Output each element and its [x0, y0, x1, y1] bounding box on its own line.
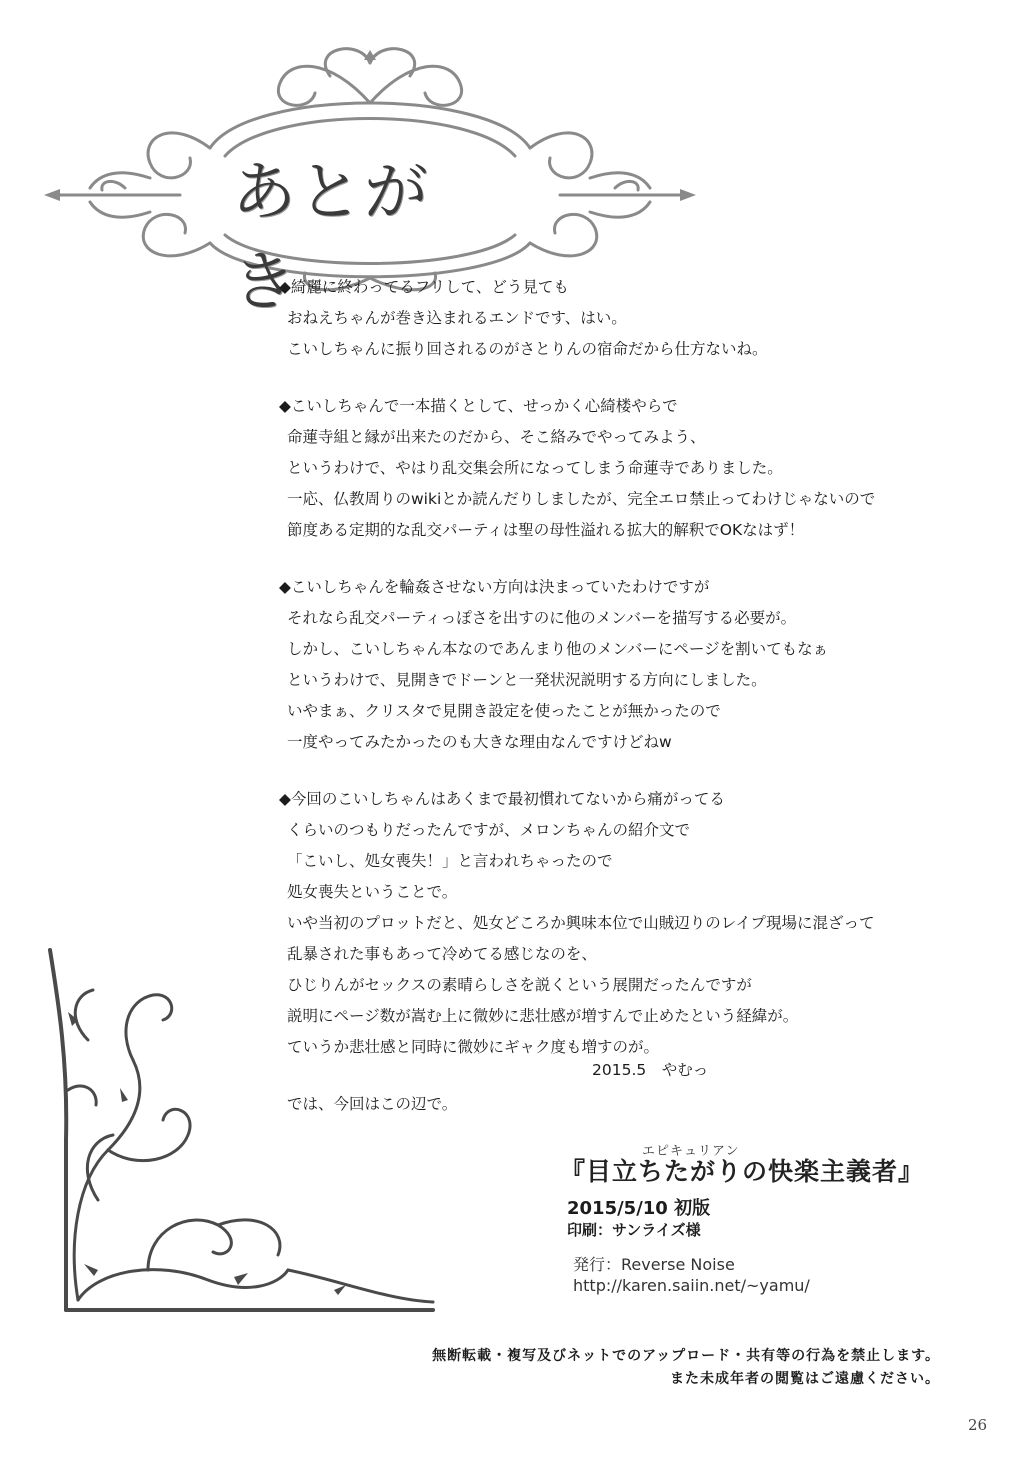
signoff: 2015.5 やむっ: [592, 1061, 709, 1079]
corner-vine-ornament: [38, 940, 438, 1320]
publisher-credit: 発行：Reverse Noise: [573, 1255, 735, 1274]
text-line: 節度ある定期的な乱交パーティは聖の母性溢れる拡大的解釈でOKなはず！: [287, 521, 805, 539]
text-line: ひじりんがセックスの素晴らしさを説くという展開だったんですが: [287, 976, 752, 994]
paragraph-2: [279, 391, 927, 546]
text-line: では、今回はこの辺で。: [287, 1095, 458, 1113]
text-line: 一度やってみたかったのも大きな理由なんですけどねw: [287, 733, 672, 751]
text-line: 一応、仏教周りのwikiとか読んだりしましたが、完全エロ禁止ってわけじゃないので: [287, 490, 876, 508]
text-line: いや当初のプロットだと、処女どころか興味本位で山賊辺りのレイプ現場に混ざって: [287, 914, 875, 932]
text-line: ◆今回のこいしちゃんはあくまで最初慣れてないから痛がってる: [279, 790, 725, 808]
text-line: というわけで、見開きでドーンと一発状況説明する方向にしました。: [287, 671, 767, 689]
text-line: ◆綺麗に終わってるフリして、どう見ても: [279, 278, 569, 296]
age-notice: また未成年者の閲覧はご遠慮ください。: [670, 1371, 940, 1387]
text-line: 「こいし、処女喪失！」と言われちゃったので: [287, 852, 613, 870]
text-line: ◆こいしちゃんを輪姦させない方向は決まっていたわけですが: [279, 578, 710, 596]
printer-credit: 印刷：サンライズ様: [567, 1221, 701, 1239]
text-line: ていうか悲壮感と同時に微妙にギャク度も増すのが。: [287, 1038, 660, 1056]
text-line: というわけで、やはり乱交集会所になってしまう命蓮寺でありました。: [287, 459, 783, 477]
text-line: いやまぁ、クリスタで見開き設定を使ったことが無かったので: [287, 702, 721, 720]
text-line: おねえちゃんが巻き込まれるエンドです、はい。: [287, 309, 627, 327]
text-line: 説明にページ数が嵩む上に微妙に悲壮感が増すんで止めたという経緯が。: [287, 1007, 799, 1025]
text-line: 命蓮寺組と縁が出来たのだから、そこ絡みでやってみよう、: [287, 428, 706, 446]
text-line: それなら乱交パーティっぽさを出すのに他のメンバーを描写する必要が。: [287, 609, 797, 627]
copyright-notice: 無断転載・複写及びネットでのアップロード・共有等の行為を禁止します。: [432, 1348, 940, 1364]
text-line: 処女喪失ということで。: [287, 883, 458, 901]
book-title-ruby: エピキュリアン: [642, 1144, 740, 1159]
publisher-url: http://karen.saiin.net/~yamu/: [573, 1276, 810, 1295]
book-title: 『目立ちたがりの快楽主義者』: [560, 1157, 925, 1186]
paragraph-3: [279, 572, 927, 758]
text-line: 乱暴された事もあって冷めてる感じなのを、: [287, 945, 597, 963]
afterword-title: あとがき: [232, 156, 430, 320]
text-line: しかし、こいしちゃん本なのであんまり他のメンバーにページを割いてもなぁ: [287, 640, 829, 658]
paragraph-1: [279, 272, 927, 365]
text-line: くらいのつもりだったんですが、メロンちゃんの紹介文で: [287, 821, 691, 839]
page-number: 26: [968, 1416, 988, 1434]
text-line: こいしちゃんに振り回されるのがさとりんの宿命だから仕方ないね。: [287, 340, 768, 358]
text-line: ◆こいしちゃんで一本描くとして、せっかく心綺楼やらで: [279, 397, 678, 415]
edition-date: 2015/5/10 初版: [567, 1198, 711, 1219]
